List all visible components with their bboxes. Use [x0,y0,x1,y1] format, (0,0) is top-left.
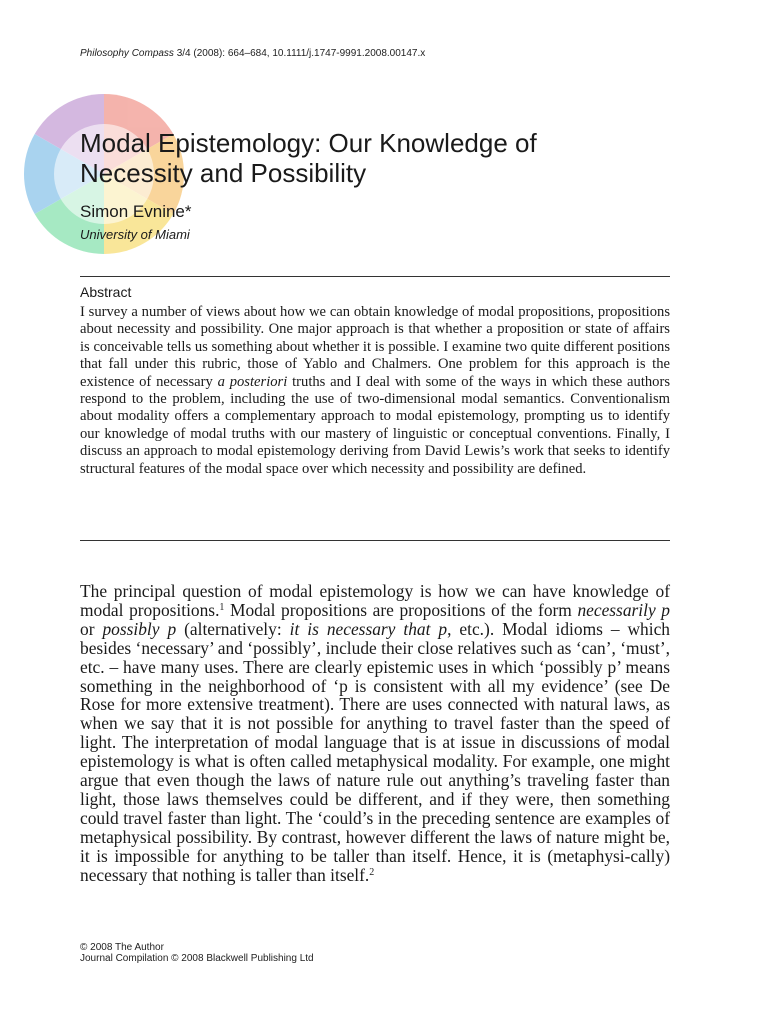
copyright-publisher: Journal Compilation © 2008 Blackwell Publishing Ltd [80,953,314,964]
author-affiliation: University of Miami [80,227,190,242]
page-footer [80,942,314,964]
body-italic-term: it is necessary that p [289,618,448,639]
body-text-part: The principal question of modal epistemology is how we can have knowledge of modal propositions. [80,581,670,620]
body-text-part: Modal propositions are propositions of the form [224,599,578,620]
abstract-bottom-rule [80,540,670,541]
footnote-marker[interactable]: 2 [369,866,375,878]
body-text-part: (alternatively: [176,618,290,639]
body-text-part: or [80,618,103,639]
abstract-text-part: truths and I deal with some of the ways in which these authors respond to the problem, including the use of two-dimensional modal semantics. Conventionalism about modality offers a complementary approach to modal epistemology, prompting us to identify our knowledge of modal truths with our mastery of linguistic or conceptual conventions. Finally, I discuss an approach to modal epistemology deriving from David Lewis’s work that seeks to identify structural features of the modal space over which necessity and possibility are defined. [80,373,671,477]
body-italic-term: possibly p [102,618,177,639]
article-title: Modal Epistemology: Our Knowledge of Necessity and Possibility [80,128,537,188]
abstract-italic-term: a posteriori [217,373,288,390]
journal-citation [80,48,425,59]
copyright-author: © 2008 The Author [80,942,164,953]
author-name: Simon Evnine* [80,202,192,221]
citation-details: 3/4 (2008): 664–684, 10.1111/j.1747-9991.2008.00147.x [173,48,426,59]
abstract-top-rule [80,276,670,277]
abstract-heading: Abstract [80,284,132,300]
footnote-marker[interactable]: 1 [219,601,225,613]
journal-name: Philosophy Compass [80,48,174,59]
body-paragraph [80,582,670,885]
abstract-text-part: I survey a number of views about how we can obtain knowledge of modal propositions, propositions about necessity and possibility. One major approach is that whether a proposition or state of affairs is conceivable tells us something about whether it is possible. I examine two quite different positions that fall under this rubric, those of Yablo and Chalmers. One problem for this approach is the existence of necessary [80,304,670,390]
abstract-text [80,304,670,478]
body-text-part: , etc.). Modal idioms – which besides ‘necessary’ and ‘possibly’, include their close relatives such as ‘can’, ‘must’, etc. – have many uses. There are clearly epistemic uses in which ‘possibly p’ means something in the neighborhood of ‘p is consistent with all my evidence’ (see De Rose for more extensive treatment). There are uses connected with natural laws, as when we say that it is not possible for anything to travel faster than the speed of light. The interpretation of modal language that is at issue in discussions of modal epistemology is what is often called metaphysical modality. For example, one might argue that even though the laws of nature rule out anything’s traveling faster than light, those laws themselves could be different, and if they were, then something could travel faster than light. The ‘could’s in the preceding sentence are examples of metaphysical possibility. By contrast, however different the laws of nature might be, it is impossible for anything to be taller than itself. Hence, it is (metaphysi-cally) necessary that nothing is taller than itself. [80,618,670,885]
body-italic-term: necessarily p [577,599,670,620]
